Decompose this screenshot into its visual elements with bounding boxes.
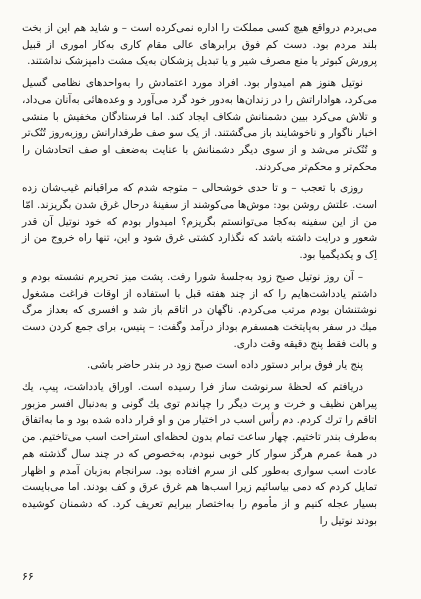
paragraph: پنج یار فوق برابر دستور داده است صبح زود در بندر حاضر باشی. [86, 359, 363, 372]
body-text [22, 20, 377, 529]
paragraph: می‌بردم درواقع هیچ کسی مملکت را اداره نمی‌کرده است – و شاید هم این از بخت بلند مردم بود. دست کم فوق برابرهای عالی مقام کاری به‌کار اموری از قبیل پرورش کبوتر یا منع مصرف شیر و یا تبدیل پزشکان به‌یک مشت دامپزشک نداشتند. [22, 22, 377, 68]
paragraph: دریافتم که لحظهٔ سرنوشت ساز فرا رسیده است. اوراق یادداشت، پیپ، یك پیراهن نظیف و خرت و پرت دیگر را چپاندم توی یك گونی و به‌دنبال افسر مزبور اتاقم را ترك کردم. دم رأس اسب در اختیار من و او قرار داده شده بود و ما به‌اتفاق به‌طرف بندر تاختیم. چهار ساعت تمام بدون لحظه‌ای استراحت اسب می‌تاختیم. من در همهٔ عمرم هرگز سوار کار خوبی نبودم، به‌خصوص که در چند سال گذشته هم عادت اسب سواری به‌طور کلی از سرم افتاده بود. سرانجام به‌زبان آمدم و اظهار تمایل کردم که دمی بیاسائیم زیرا اسب‌ها هم غرق عرق و کف بودند. اما می‌بایست بسیار عجله کنیم و از مأموم را به‌اختصار بیرایم تعریف کرد. که دشمنان کوشیده بودند نوتیل را [22, 381, 377, 527]
paragraph: – آن روز نوتیل صبح زود به‌جلسهٔ شورا رفت. پشت میز تحریرم نشسته بودم و داشتم یادداشت‌هایم را که از چند هفته قبل با استفاده از اوقات فراغت مشغول نوشتنشان بودم مرتب می‌کردم. ناگهان در اتاقم باز شد و افسری که بعداز مرگ میك در سفر به‌پایتخت همسفرم بوداز درآمد وگفت: – پنیس، برای جمع کردن دست و بالت فقط پنج دقیقه وقت داری. [22, 270, 377, 350]
page-number: ۶۶ [22, 570, 34, 583]
paragraph: روزی با تعجب – و تا حدی خوشحالی – متوجه شدم که مراقبانم غیب‌شان زده است. علتش روشن بود: موش‌ها می‌کوشند از سفینهٔ درحال غرق شدن بگریزند. امّا من از این سفینه به‌کجا می‌توانستم بگریزم؟ امیدوار بودم که خود نوتیل آن قدر شعور و درایت داشته باشد که نگذارد کشتی غرق شود و این، تنها راه خروج من از اِک و یکدیگمیا بود. [22, 182, 377, 262]
paragraph: نوتیل هنوز هم امیدوار بود. افراد مورد اعتمادش را به‌واحدهای نظامی گسیل می‌کرد، هواداراتش را در زندان‌ها به‌دور خود گرد می‌آورد و وعده‌هائی به‌آنان می‌داد، و تلاش می‌کرد بیین دشمنانش شکاف ایجاد کند. اما فرستادگان مخفیش با منشی اخبار ناگوار و ناخوشایند باز می‌گشتند. از یک سو صف طرفدارانش روزبه‌روز تُنُک‌تر و تُنُک‌تر می‌شد و از سوی دیگر دشمنانش با عنایت به‌ضعف او صف اتحادشان را محکم‌تر و محکم‌تر می‌کردند. [22, 77, 377, 173]
